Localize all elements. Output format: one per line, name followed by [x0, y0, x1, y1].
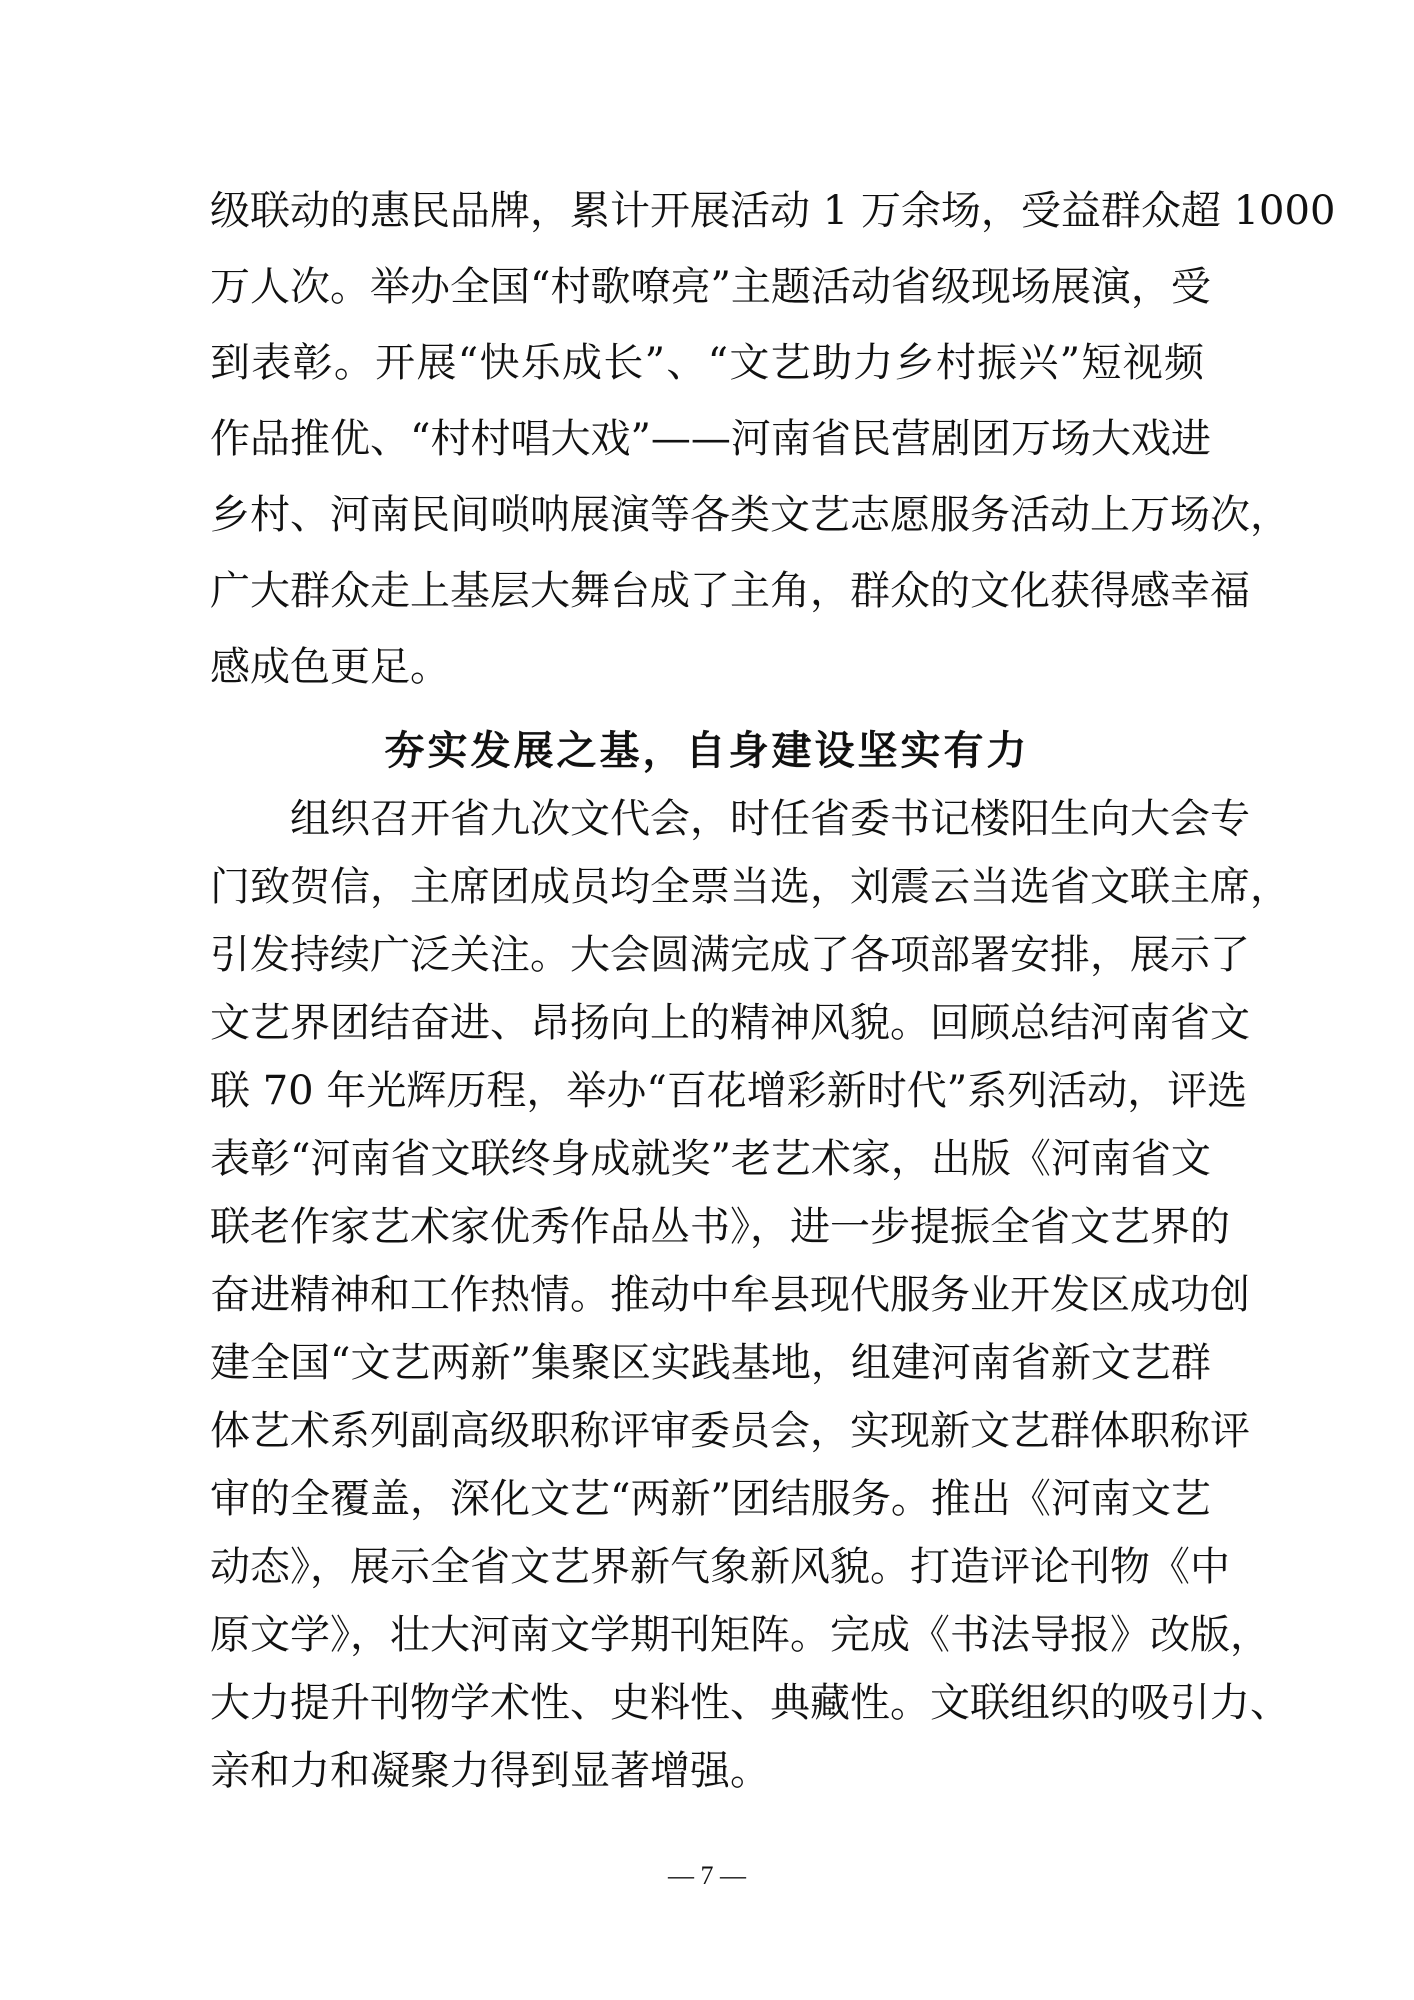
paragraph-line: 组织召开省九次文代会，时任省委书记楼阳生向大会专 — [290, 796, 1250, 842]
paragraph-line: 乡村、河南民间唢呐展演等各类文艺志愿服务活动上万场次， — [210, 492, 1290, 538]
paragraph-line: 大力提升刊物学术性、史料性、典藏性。文联组织的吸引力、 — [210, 1680, 1290, 1726]
paragraph-line: 审的全覆盖，深化文艺“两新”团结服务。推出《河南文艺 — [210, 1476, 1211, 1522]
paragraph-line: 广大群众走上基层大舞台成了主角，群众的文化获得感幸福 — [210, 568, 1250, 614]
paragraph-line: 门致贺信，主席团成员均全票当选，刘震云当选省文联主席， — [210, 864, 1290, 910]
paragraph-line: 引发持续广泛关注。大会圆满完成了各项部署安排，展示了 — [210, 932, 1250, 978]
paragraph-line: 亲和力和凝聚力得到显著增强。 — [210, 1748, 770, 1794]
paragraph-line: 到表彰。开展“快乐成长”、“文艺助力乡村振兴”短视频 — [210, 340, 1204, 386]
paragraph-line: 作品推优、“村村唱大戏”——河南省民营剧团万场大戏进 — [210, 416, 1211, 462]
paragraph-line: 级联动的惠民品牌，累计开展活动 1 万余场，受益群众超 1000 — [210, 188, 1336, 234]
page-number: — 7 — — [668, 1861, 746, 1890]
paragraph-line: 文艺界团结奋进、昂扬向上的精神风貌。回顾总结河南省文 — [210, 1000, 1250, 1046]
paragraph-line: 联老作家艺术家优秀作品丛书》，进一步提振全省文艺界的 — [210, 1204, 1230, 1250]
paragraph-line: 建全国“文艺两新”集聚区实践基地，组建河南省新文艺群 — [210, 1340, 1211, 1386]
paragraph-line: 万人次。举办全国“村歌嘹亮”主题活动省级现场展演，受 — [210, 264, 1211, 310]
paragraph-line: 体艺术系列副高级职称评审委员会，实现新文艺群体职称评 — [210, 1408, 1250, 1454]
paragraph-line: 原文学》，壮大河南文学期刊矩阵。完成《书法导报》改版， — [210, 1612, 1270, 1658]
paragraph-line: 感成色更足。 — [210, 644, 450, 690]
paragraph-line: 表彰“河南省文联终身成就奖”老艺术家，出版《河南省文 — [210, 1136, 1211, 1182]
paragraph-line: 联 70 年光辉历程，举办“百花增彩新时代”系列活动，评选 — [210, 1068, 1248, 1114]
paragraph-line: 奋进精神和工作热情。推动中牟县现代服务业开发区成功创 — [210, 1272, 1250, 1318]
section-heading: 夯实发展之基，自身建设坚实有力 — [384, 727, 1030, 774]
paragraph-line: 动态》，展示全省文艺界新气象新风貌。打造评论刊物《中 — [210, 1544, 1230, 1590]
